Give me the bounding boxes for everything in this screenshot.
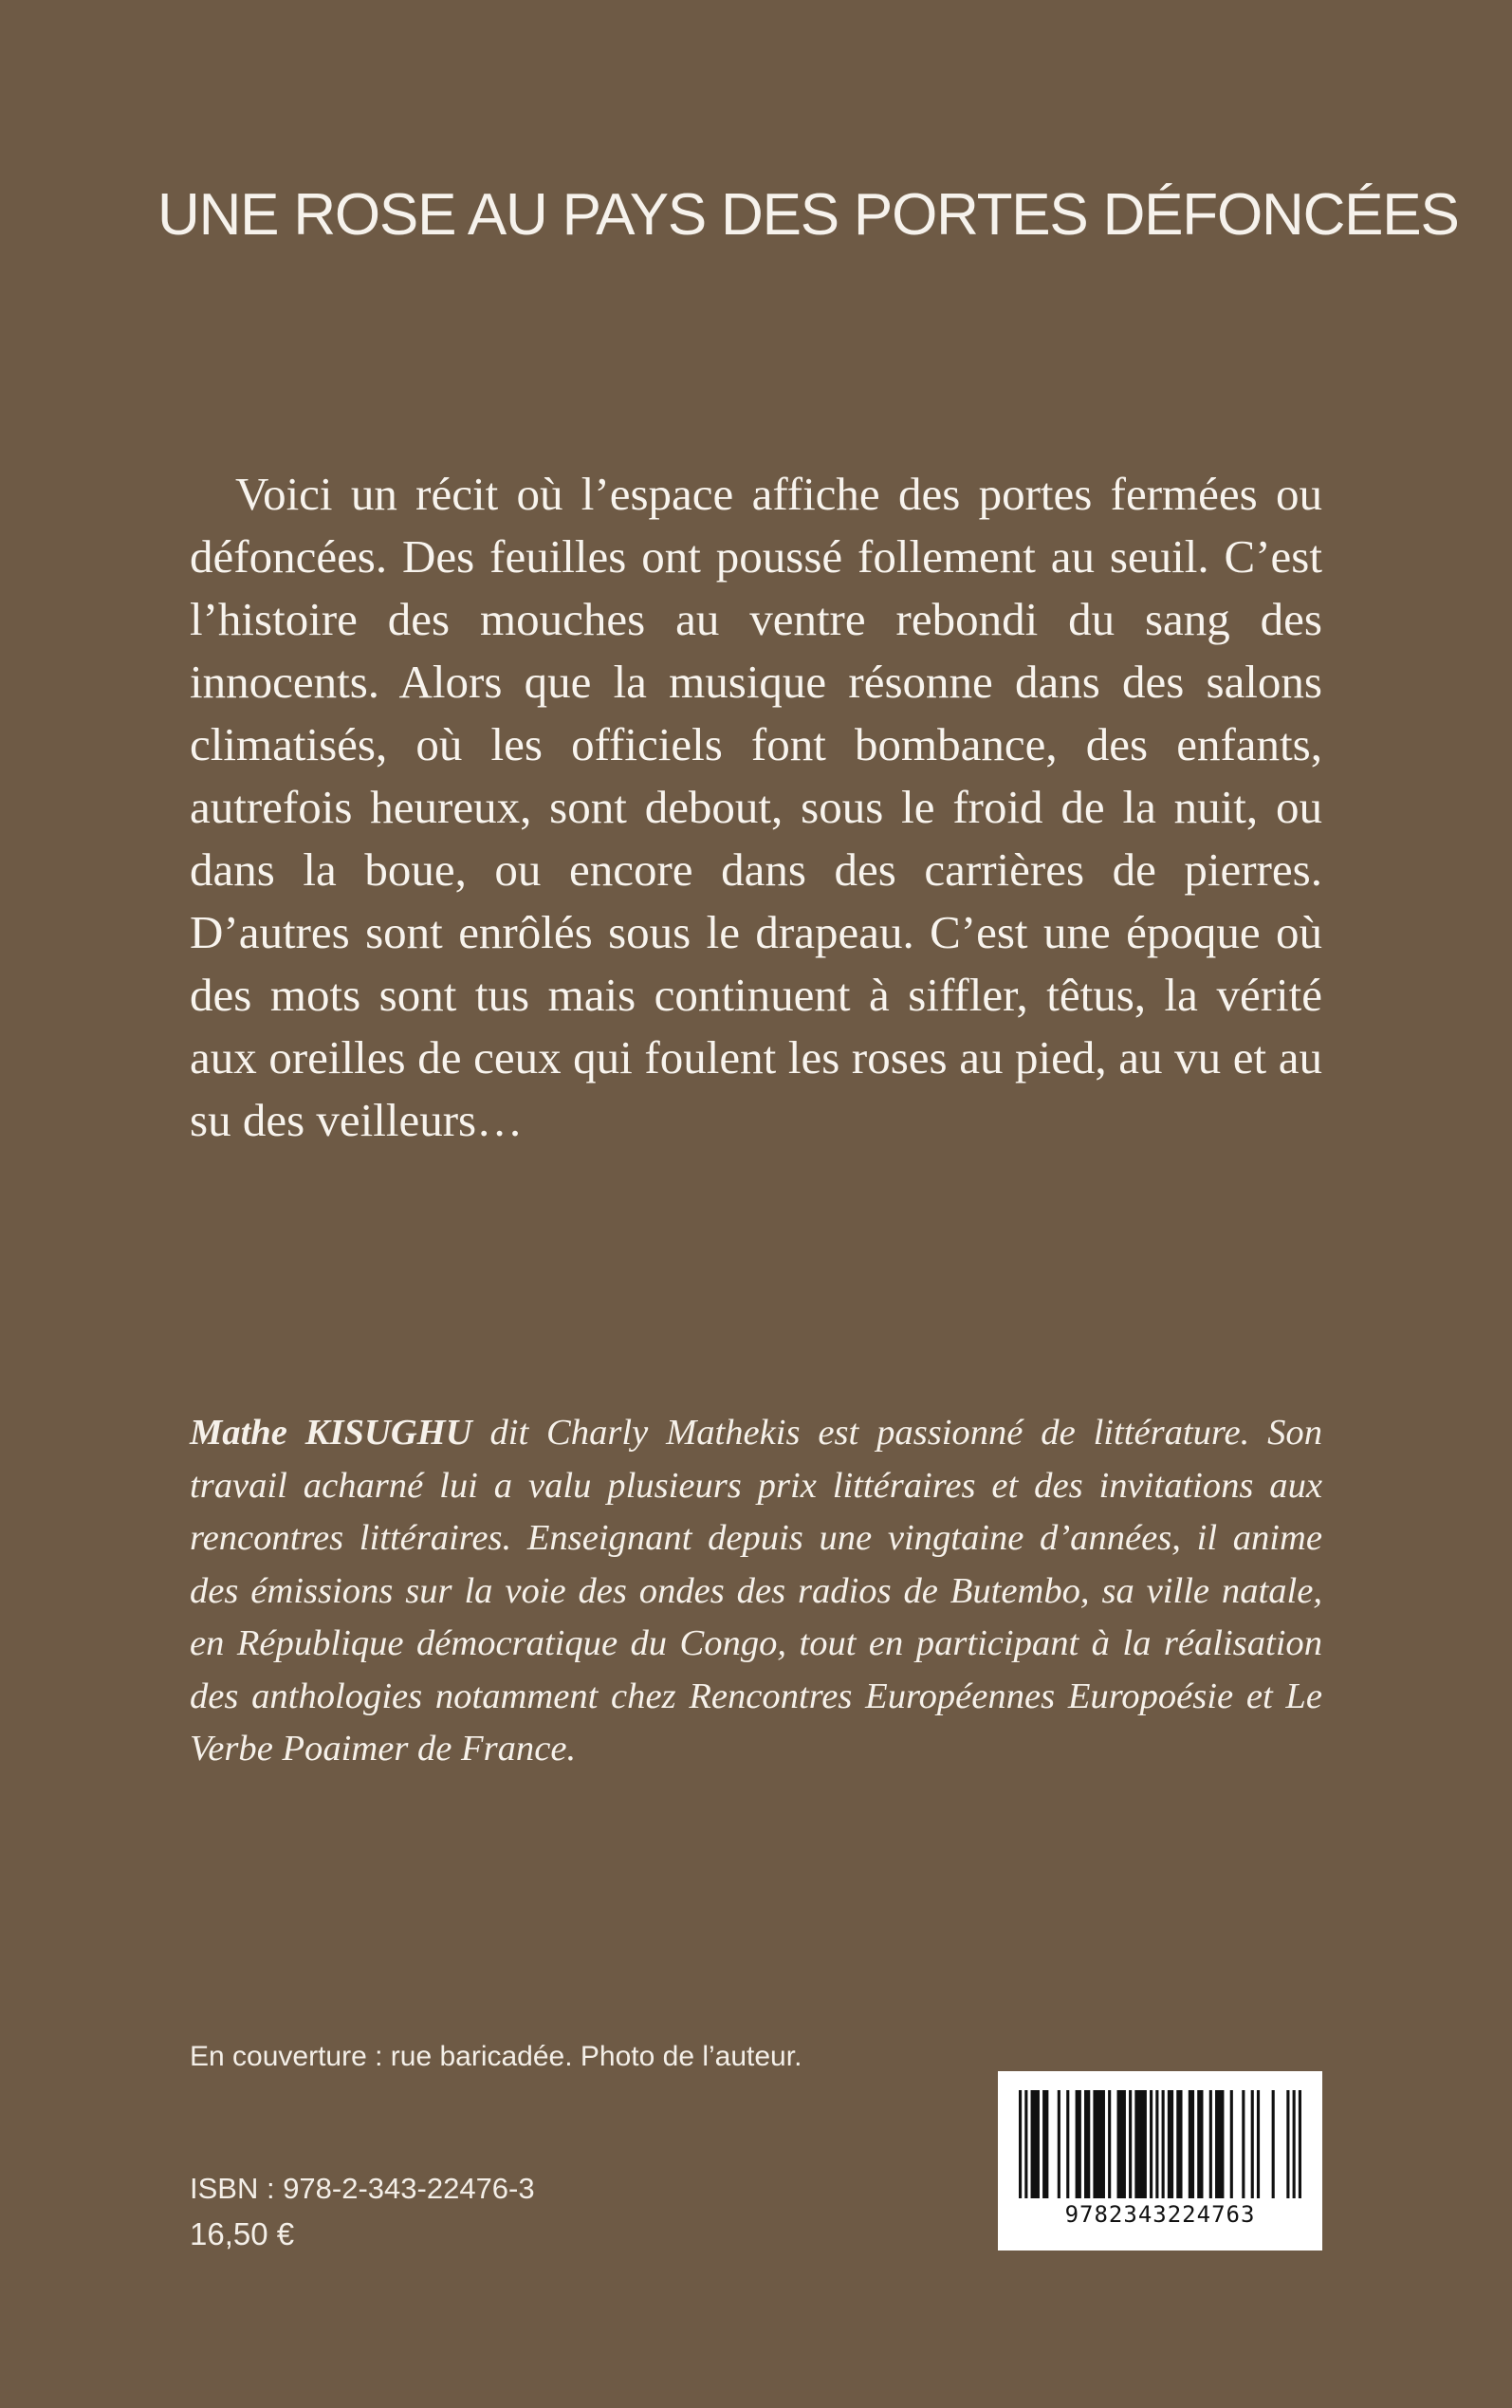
barcode-bar-21 [1215, 2090, 1224, 2198]
barcode-bar-0 [1019, 2090, 1022, 2198]
barcode-bar-8 [1093, 2090, 1105, 2198]
book-title: UNE ROSE AU PAYS DES PORTES DÉFONCÉES [157, 182, 1459, 248]
barcode-bar-12 [1134, 2090, 1147, 2198]
barcode-bar-29 [1299, 2090, 1301, 2198]
barcode-bar-16 [1168, 2090, 1173, 2198]
barcode-bar-2 [1031, 2090, 1040, 2198]
barcode-bar-3 [1042, 2090, 1048, 2198]
barcode [998, 2071, 1322, 2251]
author-bio-text: dit Charly Mathekis est passionné de littérature. Son travail acharné lui a valu plusieurs prix littéraires et des invitations aux rencontres littéraires. Enseignant depuis une vingtaine d’années, il anime des émissions sur la voie des ondes des radios de Butembo, sa ville natale, en République démocratique du Congo, tout en participant à la réalisation des anthologies notamment chez Rencontres Européennes Europoésie et Le Verbe Poaimer de France. [190, 1413, 1322, 1769]
author-bio [190, 1407, 1322, 1776]
barcode-bar-22 [1230, 2090, 1233, 2198]
barcode-bar-18 [1189, 2090, 1194, 2198]
barcode-bar-13 [1150, 2090, 1152, 2198]
barcode-bars [1019, 2090, 1301, 2198]
barcode-bar-23 [1242, 2090, 1245, 2198]
barcode-bar-5 [1066, 2090, 1069, 2198]
barcode-bar-7 [1084, 2090, 1090, 2198]
cover-photo-credit: En couverture : rue baricadée. Photo de l’auteur. [190, 2041, 802, 2072]
barcode-bar-19 [1197, 2090, 1203, 2198]
barcode-bar-4 [1058, 2090, 1060, 2198]
barcode-bar-25 [1257, 2090, 1260, 2198]
isbn-label: ISBN : 978-2-343-22476-3 [190, 2172, 535, 2205]
barcode-bar-6 [1076, 2090, 1081, 2198]
barcode-bar-15 [1162, 2090, 1165, 2198]
barcode-bar-24 [1251, 2090, 1254, 2198]
barcode-bar-10 [1117, 2090, 1126, 2198]
barcode-bar-17 [1176, 2090, 1182, 2198]
barcode-bar-20 [1209, 2090, 1212, 2198]
author-name: Mathe KISUGHU [190, 1413, 472, 1453]
price-label: 16,50 € [190, 2216, 295, 2251]
barcode-bar-27 [1286, 2090, 1289, 2198]
barcode-bar-9 [1108, 2090, 1111, 2198]
barcode-bar-26 [1272, 2090, 1275, 2198]
barcode-bar-14 [1155, 2090, 1158, 2198]
book-summary: Voici un récit où l’espace affiche des portes fermées ou défoncées. Des feuilles ont poussé follement au seuil. C’est l’histoire des mouches au ventre rebondi du sang des innocents. Alors que la musique résonne dans des salons climatisés, où les officiels font bombance, des enfants, autrefois heureux, sont debout, sous le froid de la nuit, ou dans la boue, ou encore dans des carrières de pierres. D’autres sont enrôlés sous le drapeau. C’est une époque où des mots sont tus mais continuent à siffler, têtus, la vérité aux oreilles de ceux qui foulent les roses au pied, au vu et au su des veilleurs… [190, 468, 1322, 1146]
barcode-bar-1 [1024, 2090, 1027, 2198]
barcode-bar-28 [1293, 2090, 1296, 2198]
barcode-bar-11 [1129, 2090, 1132, 2198]
barcode-digits: 9782343224763 [1064, 2201, 1256, 2228]
